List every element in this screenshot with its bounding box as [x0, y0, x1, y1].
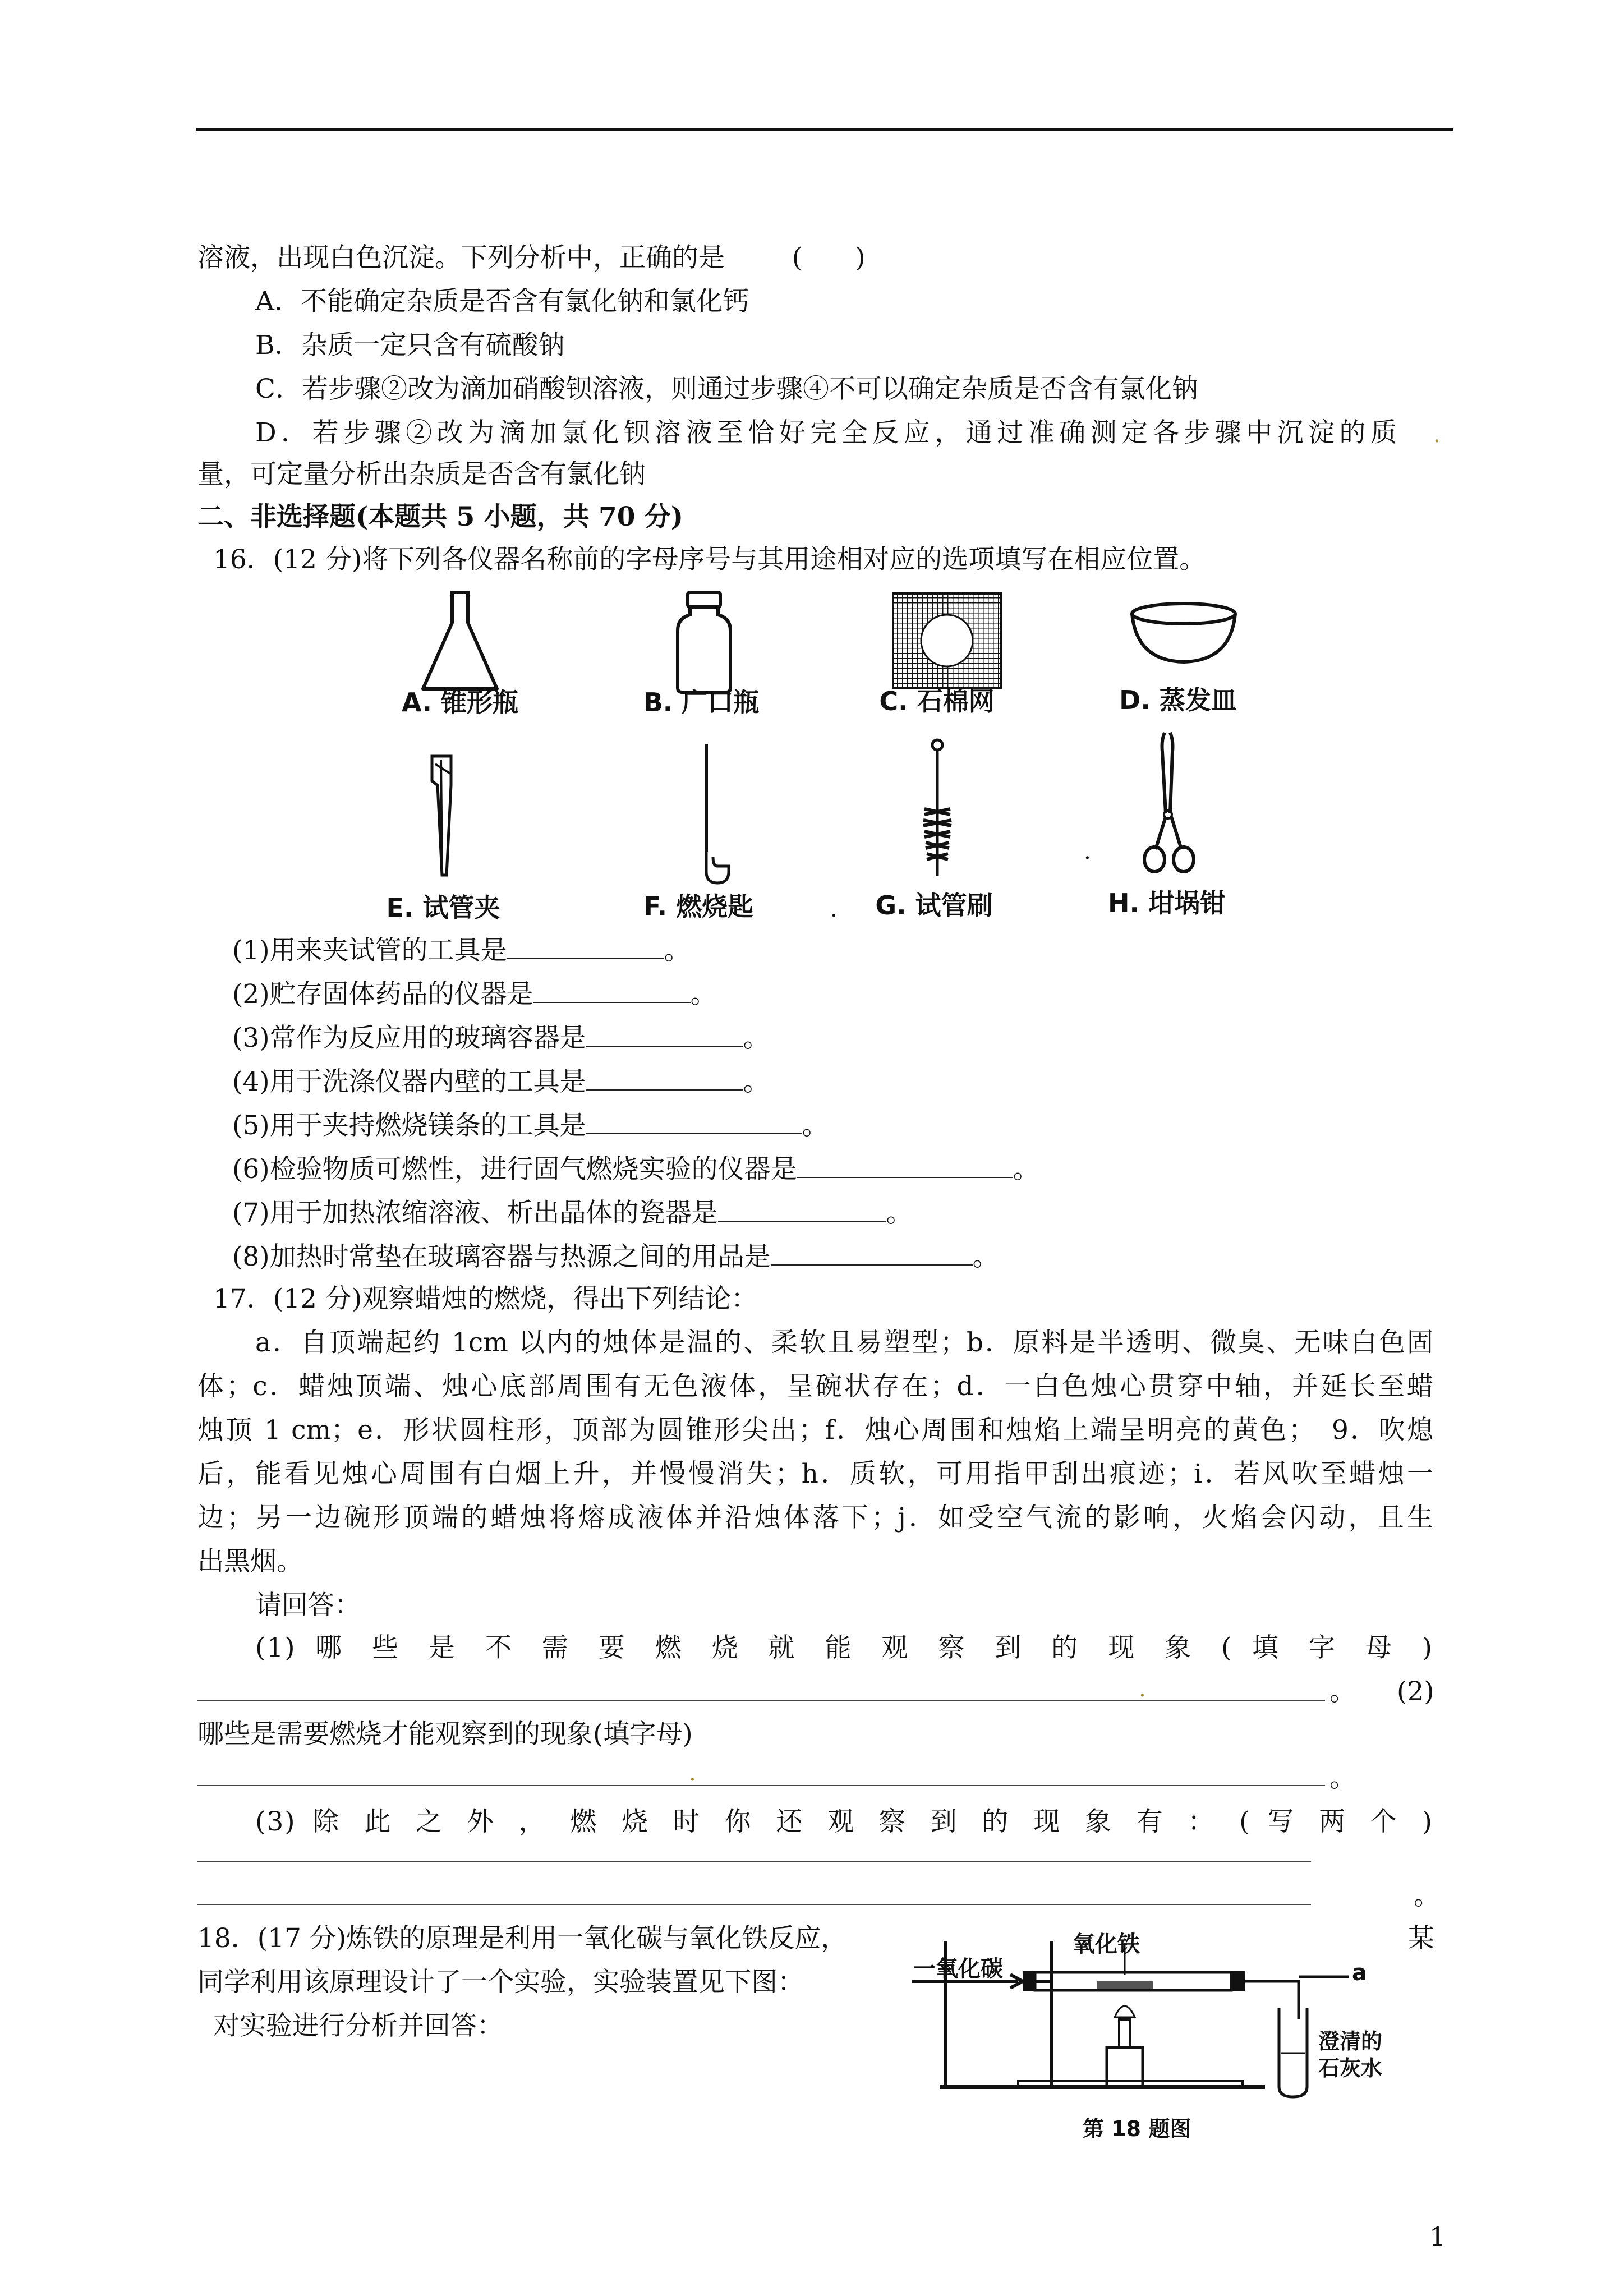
- stray-dot: .: [830, 896, 838, 922]
- q16-item-8: (8)加热时常垫在玻璃容器与热源之间的用品是 。: [232, 1241, 999, 1272]
- q17-q2-end: 。: [1329, 1763, 1356, 1793]
- stray-dot: .: [1084, 839, 1091, 864]
- q15-option-b: B．杂质一定只含有硫酸钠: [255, 330, 565, 361]
- q16-item-7: (7)用于加热浓缩溶液、析出晶体的瓷器是 。: [232, 1198, 913, 1228]
- q16-item-5: (5)用于夹持燃烧镁条的工具是 。: [232, 1110, 829, 1141]
- label-limewater-line1: 澄清的: [1318, 2029, 1383, 2054]
- q17-intro: 17．(12 分)观察蜡烛的燃烧，得出下列结论：: [213, 1283, 758, 1314]
- q17-para-line: 体；c．蜡烛顶端、烛心底部周围有无色液体，呈碗状存在；d．一白色烛心贯穿中轴，并延长至蜡: [197, 1371, 1433, 1402]
- q16-item-6: (6)检验物质可燃性，进行固气燃烧实验的仪器是 。: [232, 1154, 1039, 1185]
- figure-caption: 第 18 题图: [1083, 2116, 1191, 2141]
- q18-line2: 同学利用该原理设计了一个实验，实验装置见下图：: [197, 1967, 804, 1998]
- q17-q3-end: 。: [1414, 1880, 1440, 1911]
- caption-a: A. 锥形瓶: [402, 687, 518, 717]
- q17-para-line: 后，能看见烛心周围有白烟上升，并慢慢消失；h．质软，可用指甲刮出痕迹；i．若风吹至蜡烛一: [197, 1458, 1433, 1489]
- wide-mouth-bottle-icon: [673, 589, 735, 696]
- q17-question-1: (1) 哪 些 是 不 需 要 燃 烧 就 能 观 察 到 的 现 象 ( 填 字 母 ): [255, 1632, 1433, 1663]
- answer-blank[interactable]: [718, 1198, 886, 1222]
- stray-dot: .: [1433, 422, 1441, 448]
- stray-dot: .: [689, 1760, 696, 1786]
- q17-prompt: 请回答：: [255, 1590, 361, 1621]
- q18-line1-end: 某: [1408, 1923, 1434, 1954]
- caption-d: D. 蒸发皿: [1119, 685, 1237, 715]
- q16-intro: 16．(12 分)将下列各仪器名称前的字母序号与其用途相对应的选项填写在相应位置。: [213, 544, 1206, 575]
- answer-blank[interactable]: [586, 1067, 743, 1091]
- answer-blank[interactable]: [197, 1904, 1311, 1905]
- q15-option-d-line1: D．若步骤②改为滴加氯化钡溶液至恰好完全反应，通过准确测定各步骤中沉淀的质: [255, 417, 1397, 448]
- q17-para-line: 烛顶 1 cm；e．形状圆柱形，顶部为圆锥形尖出；f．烛心周围和烛焰上端呈明亮的黄色； 9．吹熄: [197, 1415, 1433, 1446]
- crucible-tongs-icon: [1139, 729, 1200, 881]
- caption-e: E. 试管夹: [386, 892, 500, 923]
- q15-option-d-line2: 量，可定量分析出杂质是否含有氯化钠: [197, 459, 646, 490]
- combustion-spoon-icon: [693, 742, 738, 887]
- q18-line1: 18．(17 分)炼铁的原理是利用一氧化碳与氧化铁反应，: [197, 1923, 848, 1954]
- answer-blank[interactable]: [586, 1111, 802, 1134]
- page-number: 1: [1429, 2221, 1446, 2252]
- q17-para-line: 出黑烟。: [197, 1546, 303, 1577]
- answer-paren: ( ): [792, 242, 866, 273]
- evaporating-dish-icon: [1128, 599, 1240, 666]
- q16-item-2: (2)贮存固体药品的仪器是 。: [232, 979, 717, 1010]
- q15-stem-line: [197, 241, 866, 275]
- q16-item-3: (3)常作为反应用的玻璃容器是 。: [232, 1023, 770, 1053]
- answer-blank[interactable]: [197, 1785, 1325, 1786]
- caption-c: C. 石棉网: [879, 686, 995, 716]
- conical-flask-icon: [415, 589, 505, 696]
- section-title: 二、非选择题(本题共 5 小题，共 70 分): [197, 501, 684, 532]
- q17-question-3: (3) 除 此 之 外 ， 燃 烧 时 你 还 观 察 到 的 现 象 有 ： ( 写 两 个 ): [255, 1806, 1433, 1837]
- caption-g: G. 试管刷: [875, 890, 993, 921]
- q17-q2-number: (2): [1397, 1676, 1434, 1707]
- answer-blank[interactable]: [197, 1861, 1311, 1862]
- q17-para-line: 边；另一边碗形顶端的蜡烛将熔成液体并沿烛体落下；j．如受空气流的影响，火焰会闪动，且生: [197, 1502, 1433, 1533]
- answer-blank[interactable]: [507, 936, 664, 959]
- label-limewater-line2: 石灰水: [1318, 2056, 1383, 2081]
- answer-blank[interactable]: [586, 1023, 743, 1047]
- q15-stem-text: 溶液，出现白色沉淀。下列分析中，正确的是: [197, 242, 725, 273]
- answer-blank[interactable]: [771, 1242, 973, 1266]
- answer-blank[interactable]: [197, 1700, 1325, 1701]
- answer-blank[interactable]: [797, 1154, 1013, 1178]
- q17-para-line: a．自顶端起约 1cm 以内的烛体是温的、柔软且易塑型；b．原料是半透明、微臭、无味白色固: [255, 1327, 1433, 1358]
- caption-f: F. 燃烧匙: [643, 891, 754, 922]
- q15-option-a: A．不能确定杂质是否含有氯化钠和氯化钙: [255, 286, 749, 317]
- q16-item-1: (1)用来夹试管的工具是 。: [232, 935, 691, 966]
- caption-h: H. 坩埚钳: [1108, 888, 1226, 918]
- stray-dot: .: [1139, 1676, 1146, 1702]
- q15-option-c: C．若步骤②改为滴加硝酸钡溶液，则通过步骤④不可以确定杂质是否含有氯化钠: [255, 374, 1198, 404]
- asbestos-gauze-icon: [892, 592, 1002, 689]
- label-a: a: [1352, 1960, 1367, 1986]
- test-tube-brush-icon: [918, 736, 957, 882]
- q17-question-2: 哪些是需要燃烧才能观察到的现象(填字母): [197, 1719, 693, 1750]
- caption-b: B. 广口瓶: [643, 687, 760, 717]
- answer-blank[interactable]: [533, 979, 691, 1003]
- label-iron-oxide: 氧化铁: [1073, 1931, 1140, 1957]
- label-carbon-monoxide: 一氧化碳: [913, 1956, 1003, 1982]
- q18-line3: 对实验进行分析并回答：: [213, 2010, 503, 2041]
- q16-item-4: (4)用于洗涤仪器内壁的工具是 。: [232, 1066, 770, 1097]
- header-rule: [196, 128, 1453, 131]
- test-tube-clamp-icon: [425, 752, 464, 881]
- q17-q1-end: 。: [1329, 1676, 1356, 1707]
